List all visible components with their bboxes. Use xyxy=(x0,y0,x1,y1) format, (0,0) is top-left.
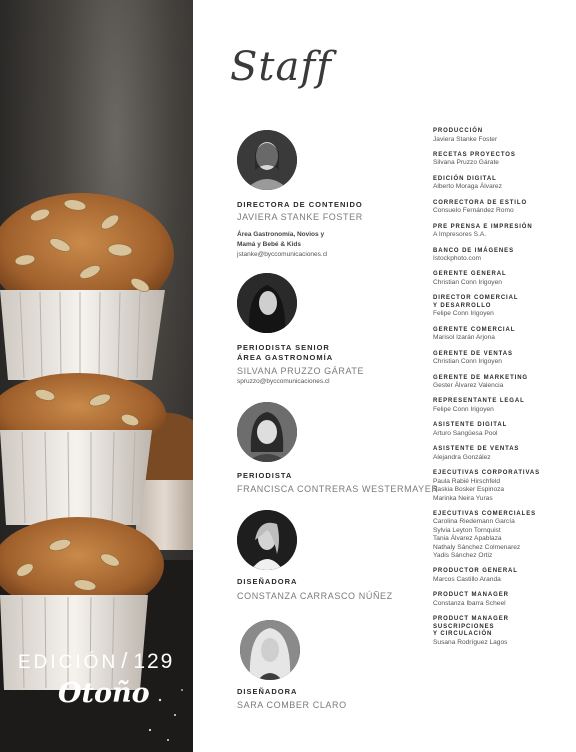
cover-photo-panel xyxy=(0,0,193,752)
credit-role: PRODUCT MANAGER SUSCRIPCIONES Y CIRCULACIÓN xyxy=(433,616,509,638)
credit-names: Felipe Conn Irigoyen xyxy=(433,405,494,413)
edition-label xyxy=(18,648,174,674)
credit-role: PRODUCTOR GENERAL xyxy=(433,568,518,575)
credit-names: Marcos Castillo Aranda xyxy=(433,575,501,583)
credit-names: Constanza Ibarra Scheel xyxy=(433,599,506,607)
credit-role: GERENTE DE VENTAS xyxy=(433,350,513,357)
credit-names: A Impresores S.A. xyxy=(433,231,487,239)
credit-item xyxy=(433,152,568,168)
credit-role: PRE PRENSA E IMPRESIÓN xyxy=(433,223,533,230)
staff-role: DISEÑADORA xyxy=(237,577,298,586)
avatar xyxy=(237,273,297,333)
credit-item xyxy=(433,271,568,287)
staff-name: SARA COMBER CLARO xyxy=(237,700,347,710)
credit-names: Felipe Conn Irigoyen xyxy=(433,310,494,318)
credit-role: GERENTE COMERCIAL xyxy=(433,326,516,333)
credit-role: BANCO DE IMÁGENES xyxy=(433,247,514,254)
credit-role: EDICIÓN DIGITAL xyxy=(433,175,497,182)
page-title: Staff xyxy=(230,44,332,90)
credit-role: GERENTE DE MARKETING xyxy=(433,374,529,381)
credit-item xyxy=(433,295,568,318)
credit-names: Alejandra González xyxy=(433,453,491,461)
season-label: Otoño xyxy=(58,678,150,709)
credit-role: EJECUTIVAS CORPORATIVAS xyxy=(433,470,541,477)
credit-role: RECETAS PROYECTOS xyxy=(433,151,516,158)
credit-role: ASISTENTE DIGITAL xyxy=(433,422,508,429)
credit-role: REPRESENTANTE LEGAL xyxy=(433,398,525,405)
credit-item xyxy=(433,398,568,414)
credit-item xyxy=(433,200,568,216)
credit-names: Marisol Izarán Arjona xyxy=(433,334,495,342)
staff-email: jstanke@byccomunicaciones.cl xyxy=(237,251,328,258)
portrait-icon xyxy=(237,510,297,570)
staff-email: spruzzo@byccomunicaciones.cl xyxy=(237,378,330,385)
credit-item xyxy=(433,351,568,367)
credit-names: Susana Rodríguez Lagos xyxy=(433,638,508,646)
credit-role: EJECUTIVAS COMERCIALES xyxy=(433,510,537,517)
muffins-photo xyxy=(0,0,193,752)
credit-role: CORRECTORA DE ESTILO xyxy=(433,199,528,206)
staff-name: SILVANA PRUZZO GÁRATE xyxy=(237,366,365,376)
staff-role: DIRECTORA DE CONTENIDO xyxy=(237,200,363,209)
portrait-icon xyxy=(237,402,297,462)
credit-role: ASISTENTE DE VENTAS xyxy=(433,446,520,453)
credit-item xyxy=(433,224,568,240)
credit-names: Istockphoto.com xyxy=(433,255,482,263)
staff-name: FRANCISCA CONTRERAS WESTERMAYER xyxy=(237,484,439,494)
credit-role: PRODUCT MANAGER xyxy=(433,592,509,599)
credit-item xyxy=(433,176,568,192)
credit-item xyxy=(433,327,568,343)
credit-names: Alberto Moraga Álvarez xyxy=(433,183,502,191)
staff-name: CONSTANZA CARRASCO NÚÑEZ xyxy=(237,591,393,601)
avatar xyxy=(237,402,297,462)
credit-item xyxy=(433,422,568,438)
edition-slash: / xyxy=(121,648,131,673)
credit-item xyxy=(433,592,568,608)
credit-names: Javiera Stanke Foster xyxy=(433,135,498,143)
credit-item xyxy=(433,511,568,561)
credit-role: GERENTE GENERAL xyxy=(433,271,507,278)
avatar xyxy=(240,620,300,680)
credit-item xyxy=(433,375,568,391)
staff-role: DISEÑADORA xyxy=(237,687,298,696)
edition-number: 129 xyxy=(133,650,175,673)
credit-item xyxy=(433,470,568,503)
credits-column xyxy=(433,128,568,655)
portrait-icon xyxy=(237,273,297,333)
edition-text: EDICIÓN xyxy=(18,652,119,673)
staff-role: PERIODISTA SENIOR ÁREA GASTRONOMÍA xyxy=(237,343,334,362)
credit-item xyxy=(433,446,568,462)
credit-names: Carolina Riedemann García Sylvia Leyton Tornquist Tania Álvarez Apablaza Nathaly Sánchez Colmenarez Yadis Sánchez Ortiz xyxy=(433,518,521,560)
credit-names: Consuelo Fernández Romo xyxy=(433,207,514,215)
portrait-icon xyxy=(237,130,297,190)
staff-detail: Área Gastronomía, Novios y Mamá y Bebé & Kids xyxy=(237,231,325,248)
credit-names: Arturo Sangüesa Pool xyxy=(433,429,498,437)
credit-names: Gester Álvarez Valencia xyxy=(433,382,504,390)
staff-name: JAVIERA STANKE FOSTER xyxy=(237,212,363,222)
credit-names: Paula Rabié Hirschfeld Saskia Bosker Espinoza Marinka Neira Yuras xyxy=(433,477,505,502)
credit-names: Christian Conn Irigoyen xyxy=(433,358,502,366)
avatar xyxy=(237,130,297,190)
credit-item xyxy=(433,568,568,584)
credit-role: PRODUCCIÓN xyxy=(433,128,484,134)
credit-item xyxy=(433,248,568,264)
credit-names: Christian Conn Irigoyen xyxy=(433,278,502,286)
credit-item xyxy=(433,128,568,144)
credit-item xyxy=(433,616,568,647)
credit-names: Silvana Pruzzo Gárate xyxy=(433,159,499,167)
staff-role: PERIODISTA xyxy=(237,471,293,480)
avatar xyxy=(237,510,297,570)
portrait-icon xyxy=(240,620,300,680)
credit-role: DIRECTOR COMERCIAL Y DESARROLLO xyxy=(433,295,519,309)
